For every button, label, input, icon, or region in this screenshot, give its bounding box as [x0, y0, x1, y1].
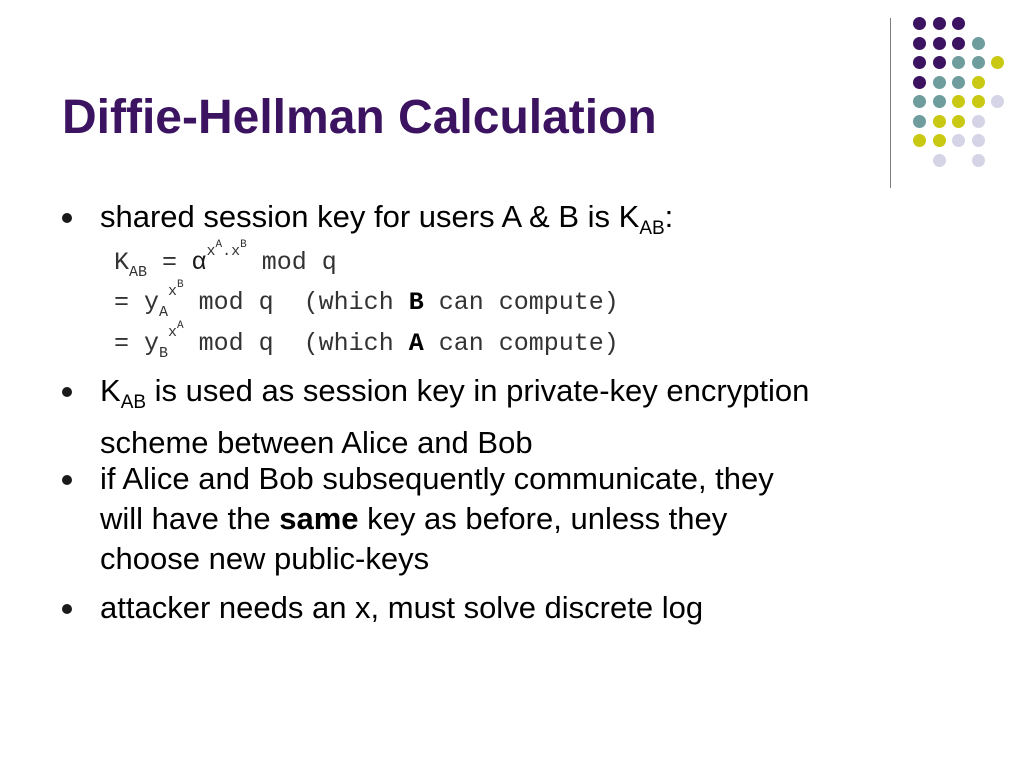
exponent-subscript: A	[215, 239, 223, 251]
formula-line-1	[114, 239, 337, 281]
formula-rest: mod q (which	[183, 288, 409, 317]
decorative-dot	[933, 37, 946, 50]
subscript: AB	[120, 392, 147, 413]
decorative-dot	[991, 56, 1004, 69]
formula-lead: = y	[114, 329, 160, 358]
bullet-text-suffix: :	[664, 199, 674, 234]
bullet-text: attacker needs an x, must solve discrete log	[100, 590, 704, 625]
bullet-icon	[62, 604, 72, 614]
exponent-x: x	[168, 283, 178, 300]
decorative-dot	[952, 134, 965, 147]
bullet-icon	[62, 475, 72, 485]
decorative-dot	[952, 56, 965, 69]
formula-y-subscript: A	[159, 304, 169, 321]
bullet-text-line-2: will have the	[100, 501, 280, 536]
decorative-dot	[933, 115, 946, 128]
bullet-text-k: K	[100, 373, 121, 408]
decorative-dot	[913, 17, 926, 30]
bullet-text-line-3: choose new public-keys	[100, 541, 430, 576]
formula-rest-end: can compute)	[423, 288, 619, 317]
decorative-dot	[972, 95, 985, 108]
decorative-dot	[913, 37, 926, 50]
decorative-dot	[933, 76, 946, 89]
formula-k: K	[114, 248, 130, 277]
decorative-dot	[952, 37, 965, 50]
decorative-dot	[972, 115, 985, 128]
formula-bold-party: B	[408, 288, 424, 317]
decorative-dot	[933, 17, 946, 30]
decorative-dot	[913, 76, 926, 89]
formula-lead: = y	[114, 288, 160, 317]
formula-equals: =	[147, 248, 193, 277]
formula-y-subscript: B	[159, 345, 169, 362]
exponent-x: x	[168, 324, 178, 341]
decorative-dot	[933, 154, 946, 167]
formula-rest: mod q	[246, 248, 337, 277]
decorative-dot	[913, 95, 926, 108]
decorative-dot	[972, 134, 985, 147]
decorative-dot	[913, 56, 926, 69]
exponent-dot: .	[222, 243, 232, 260]
decorative-dot	[952, 115, 965, 128]
decorative-dot	[952, 95, 965, 108]
bullet-icon	[62, 387, 72, 397]
bullet-text	[100, 371, 809, 463]
bullet-text-main: shared session key for users A & B is K	[100, 199, 640, 234]
formula-rest: mod q (which	[183, 329, 409, 358]
bullet-text-line-1: is used as session key in private-key encryption	[146, 373, 810, 408]
decorative-dot	[972, 76, 985, 89]
exponent	[206, 239, 247, 260]
bullet-text-line-2: scheme between Alice and Bob	[100, 425, 533, 460]
formula-k-subscript: AB	[129, 264, 148, 281]
alpha-symbol: α	[192, 247, 207, 275]
exponent-subscript: B	[177, 279, 184, 291]
exponent-subscript: B	[240, 239, 247, 251]
title-divider-line	[890, 18, 891, 188]
exponent-subscript: A	[177, 320, 184, 332]
decorative-dot	[991, 95, 1004, 108]
decorative-dot	[972, 37, 985, 50]
bullet-text-line-1: if Alice and Bob subsequently communicate, they	[100, 461, 774, 496]
decorative-dot	[952, 17, 965, 30]
exponent	[168, 320, 184, 341]
exponent	[168, 279, 184, 300]
bullet-text	[100, 459, 774, 579]
subscript: AB	[639, 218, 665, 239]
bullet-text	[100, 197, 673, 249]
slide-title: Diffie-Hellman Calculation	[62, 91, 657, 144]
formula-line-3	[114, 320, 619, 362]
exponent-x: x	[231, 243, 241, 260]
exponent-x: x	[206, 243, 216, 260]
decorative-dot	[972, 56, 985, 69]
decorative-dot	[952, 76, 965, 89]
decorative-dot	[913, 115, 926, 128]
formula-line-2	[114, 279, 619, 321]
decorative-dot	[972, 154, 985, 167]
decorative-dot	[933, 134, 946, 147]
decorative-dot	[913, 134, 926, 147]
decorative-dot	[933, 95, 946, 108]
decorative-dot	[933, 56, 946, 69]
bullet-text-line-2-end: key as before, unless they	[358, 501, 728, 536]
formula-rest-end: can compute)	[423, 329, 619, 358]
bullet-text-bold: same	[279, 501, 359, 536]
formula-bold-party: A	[408, 329, 424, 358]
bullet-icon	[62, 213, 72, 223]
